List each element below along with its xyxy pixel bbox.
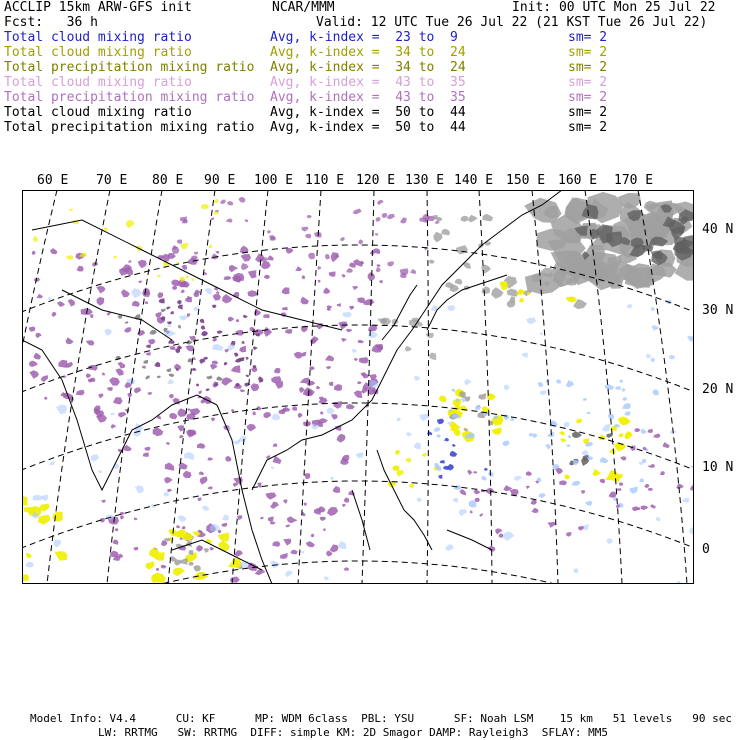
field-k-index: Avg, k-index = 23 to 9 <box>270 30 458 45</box>
cloud-patch <box>617 488 622 491</box>
field-smoothing: sm= 2 <box>568 90 608 105</box>
field-k-index: Avg, k-index = 50 to 44 <box>270 105 466 120</box>
lon-label: 130 E <box>405 173 445 188</box>
lat-label: 40 N <box>702 222 734 237</box>
field-smoothing: sm= 2 <box>568 105 608 120</box>
field-name: Total precipitation mixing ratio <box>4 120 255 135</box>
field-name: Total cloud mixing ratio <box>4 105 192 120</box>
field-smoothing: sm= 2 <box>568 120 608 135</box>
field-name: Total precipitation mixing ratio <box>4 60 255 75</box>
field-k-index: Avg, k-index = 43 to 35 <box>270 75 466 90</box>
model-info-line1: Model Info: V4.4 CU: KF MP: WDM 6class PBL: YSU SF: Noah LSM 15 km 51 levels 90 sec <box>30 712 732 725</box>
field-k-index: Avg, k-index = 50 to 44 <box>270 120 466 135</box>
valid-time: Valid: 12 UTC Tue 26 Jul 22 (21 KST Tue 26 Jul 22) <box>316 15 708 30</box>
lon-label: 160 E <box>558 173 598 188</box>
lat-label: 20 N <box>702 382 734 397</box>
weather-map <box>22 190 694 584</box>
field-name: Total precipitation mixing ratio <box>4 90 255 105</box>
lon-label: 140 E <box>454 173 494 188</box>
field-k-index: Avg, k-index = 34 to 24 <box>270 45 466 60</box>
lon-label: 150 E <box>506 173 546 188</box>
model-title: ACCLIP 15km ARW-GFS init <box>4 0 192 15</box>
init-time: Init: 00 UTC Mon 25 Jul 22 <box>512 0 716 15</box>
field-k-index: Avg, k-index = 43 to 35 <box>270 90 466 105</box>
lon-label: 120 E <box>356 173 396 188</box>
cloud-patch <box>359 357 369 363</box>
lon-label: 170 E <box>614 173 654 188</box>
lon-label: 100 E <box>254 173 294 188</box>
model-info-line2: LW: RRTMG SW: RRTMG DIFF: simple KM: 2D Smagor DAMP: Rayleigh3 SFLAY: MM5 <box>98 726 608 739</box>
field-smoothing: sm= 2 <box>568 30 608 45</box>
field-smoothing: sm= 2 <box>568 75 608 90</box>
forecast-hour: Fcst: 36 h <box>4 15 98 30</box>
lat-label: 10 N <box>702 460 734 475</box>
lon-label: 80 E <box>152 173 184 188</box>
lon-label: 60 E <box>37 173 69 188</box>
field-name: Total cloud mixing ratio <box>4 75 192 90</box>
field-smoothing: sm= 2 <box>568 60 608 75</box>
lat-label: 30 N <box>702 303 734 318</box>
lon-label: 110 E <box>305 173 345 188</box>
institution-label: NCAR/MMM <box>272 0 335 15</box>
field-smoothing: sm= 2 <box>568 45 608 60</box>
lon-label: 70 E <box>96 173 128 188</box>
field-name: Total cloud mixing ratio <box>4 45 192 60</box>
field-k-index: Avg, k-index = 34 to 24 <box>270 60 466 75</box>
field-name: Total cloud mixing ratio <box>4 30 192 45</box>
lat-label: 0 <box>702 542 710 557</box>
lon-label: 90 E <box>204 173 236 188</box>
